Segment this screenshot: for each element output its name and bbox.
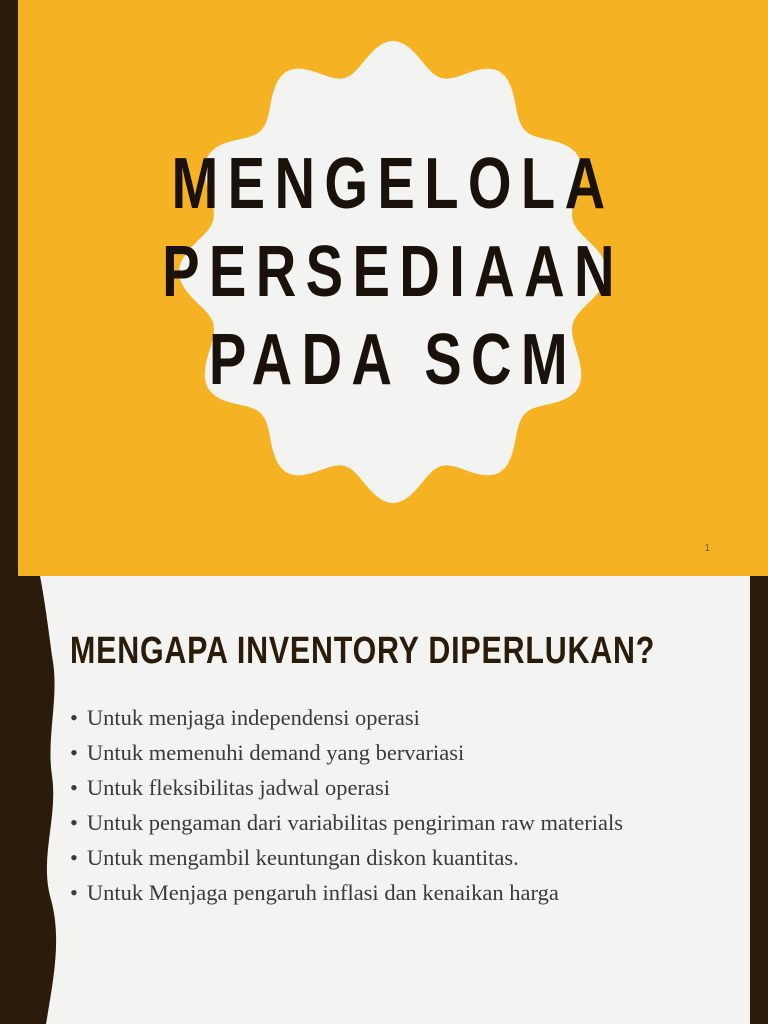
list-item: • Untuk Menjaga pengaruh inflasi dan kenaikan harga bbox=[70, 875, 623, 910]
title-line-3: PADA SCM bbox=[208, 320, 578, 400]
title-line-1: MENGELOLA bbox=[171, 144, 615, 224]
slide-title bbox=[101, 140, 686, 404]
list-item: • Untuk pengaman dari variabilitas pengiriman raw materials bbox=[70, 805, 623, 840]
page-number: 1 bbox=[704, 543, 710, 554]
reason-list bbox=[70, 700, 623, 910]
content-heading: MENGAPA INVENTORY DIPERLUKAN? bbox=[70, 630, 656, 672]
title-line-2: PERSEDIAAN bbox=[162, 232, 624, 312]
title-slide bbox=[18, 0, 768, 576]
list-item: • Untuk mengambil keuntungan diskon kuantitas. bbox=[70, 840, 623, 875]
list-item: • Untuk fleksibilitas jadwal operasi bbox=[70, 770, 623, 805]
list-item: • Untuk memenuhi demand yang bervariasi bbox=[70, 735, 623, 770]
list-item: • Untuk menjaga independensi operasi bbox=[70, 700, 623, 735]
